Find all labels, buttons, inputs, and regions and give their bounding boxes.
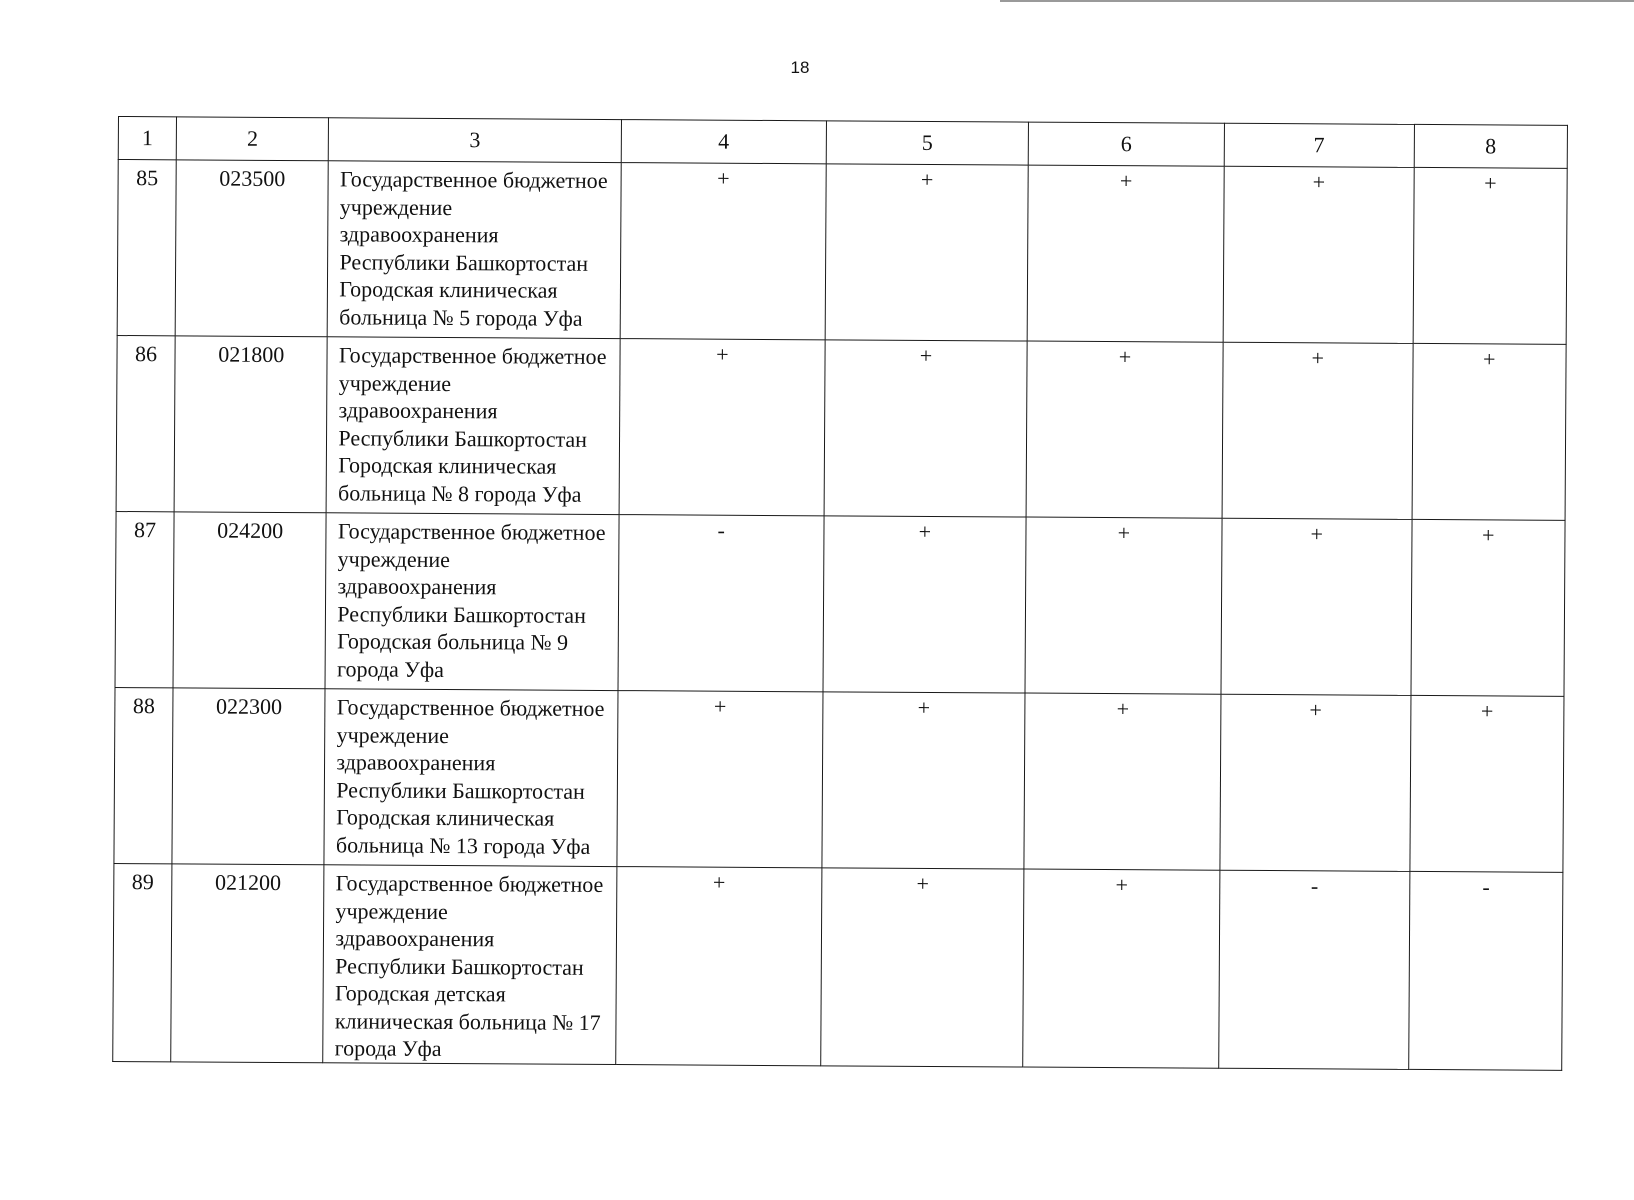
table-row (113, 863, 1563, 1069)
institution-code: 022300 (172, 688, 325, 865)
institution-name: Государственное бюджетное учреждение здравоохранения Республики Башкортостан Городская клиническая больница № 5 города Уфа (328, 161, 621, 339)
mark-cell: + (1027, 165, 1224, 342)
mark-cell: + (1025, 517, 1222, 694)
mark-cell: - (618, 515, 824, 692)
mark-cell: + (617, 691, 823, 868)
mark-cell: + (823, 516, 1026, 693)
column-header: 6 (1028, 122, 1224, 166)
row-number: 88 (114, 687, 173, 863)
mark-cell: + (619, 339, 825, 516)
mark-cell: - (1408, 871, 1563, 1069)
mark-cell: + (1413, 167, 1568, 344)
mark-cell: + (620, 163, 826, 340)
institution-code: 024200 (173, 512, 326, 689)
institution-code: 021800 (174, 336, 327, 513)
column-header: 8 (1414, 124, 1568, 168)
mark-cell: + (1221, 518, 1412, 695)
row-number: 87 (115, 511, 174, 687)
mark-cell: + (1412, 343, 1567, 520)
institution-code: 021200 (171, 864, 325, 1062)
table-row (117, 160, 1567, 345)
mark-cell: + (1222, 342, 1413, 519)
mark-cell: + (1026, 341, 1223, 518)
mark-cell: + (822, 692, 1025, 869)
institution-name: Государственное бюджетное учреждение здравоохранения Республики Башкортостан Городская клиническая больница № 13 города Уфа (324, 689, 617, 867)
institution-name: Государственное бюджетное учреждение здравоохранения Республики Башкортостан Городская клиническая больница № 8 города Уфа (326, 337, 619, 515)
mark-cell: + (1223, 166, 1414, 343)
scan-edge-line (1000, 0, 1634, 2)
column-header: 1 (118, 117, 176, 160)
mark-cell: + (825, 164, 1028, 341)
mark-cell: + (821, 868, 1024, 1067)
mark-cell: + (1024, 693, 1221, 870)
mark-cell: - (1219, 870, 1410, 1069)
column-header: 7 (1224, 123, 1414, 167)
table-row (116, 335, 1566, 520)
column-header: 5 (826, 121, 1028, 165)
row-number: 89 (113, 863, 172, 1061)
page-number: 18 (790, 58, 810, 77)
mark-cell: + (1220, 694, 1411, 871)
mark-cell: + (1411, 519, 1566, 696)
table-row (114, 687, 1564, 872)
institution-name: Государственное бюджетное учреждение здравоохранения Республики Башкортостан Городская больница № 9 города Уфа (325, 513, 618, 691)
institution-name: Государственное бюджетное учреждение здравоохранения Республики Башкортостан Городская детская клиническая больница № 17 города Уфа (323, 865, 616, 1064)
row-number: 86 (116, 335, 175, 511)
mark-cell: + (1023, 869, 1220, 1068)
institutions-table (112, 116, 1568, 1070)
mark-cell: + (824, 340, 1027, 517)
mark-cell: + (1409, 695, 1564, 872)
row-number: 85 (117, 160, 176, 336)
institution-code: 023500 (175, 160, 328, 337)
table-row (115, 511, 1565, 696)
column-header: 2 (176, 117, 329, 161)
table-container (112, 116, 1568, 1070)
column-header: 4 (621, 120, 826, 164)
mark-cell: + (615, 867, 821, 1066)
column-header: 3 (329, 118, 622, 163)
